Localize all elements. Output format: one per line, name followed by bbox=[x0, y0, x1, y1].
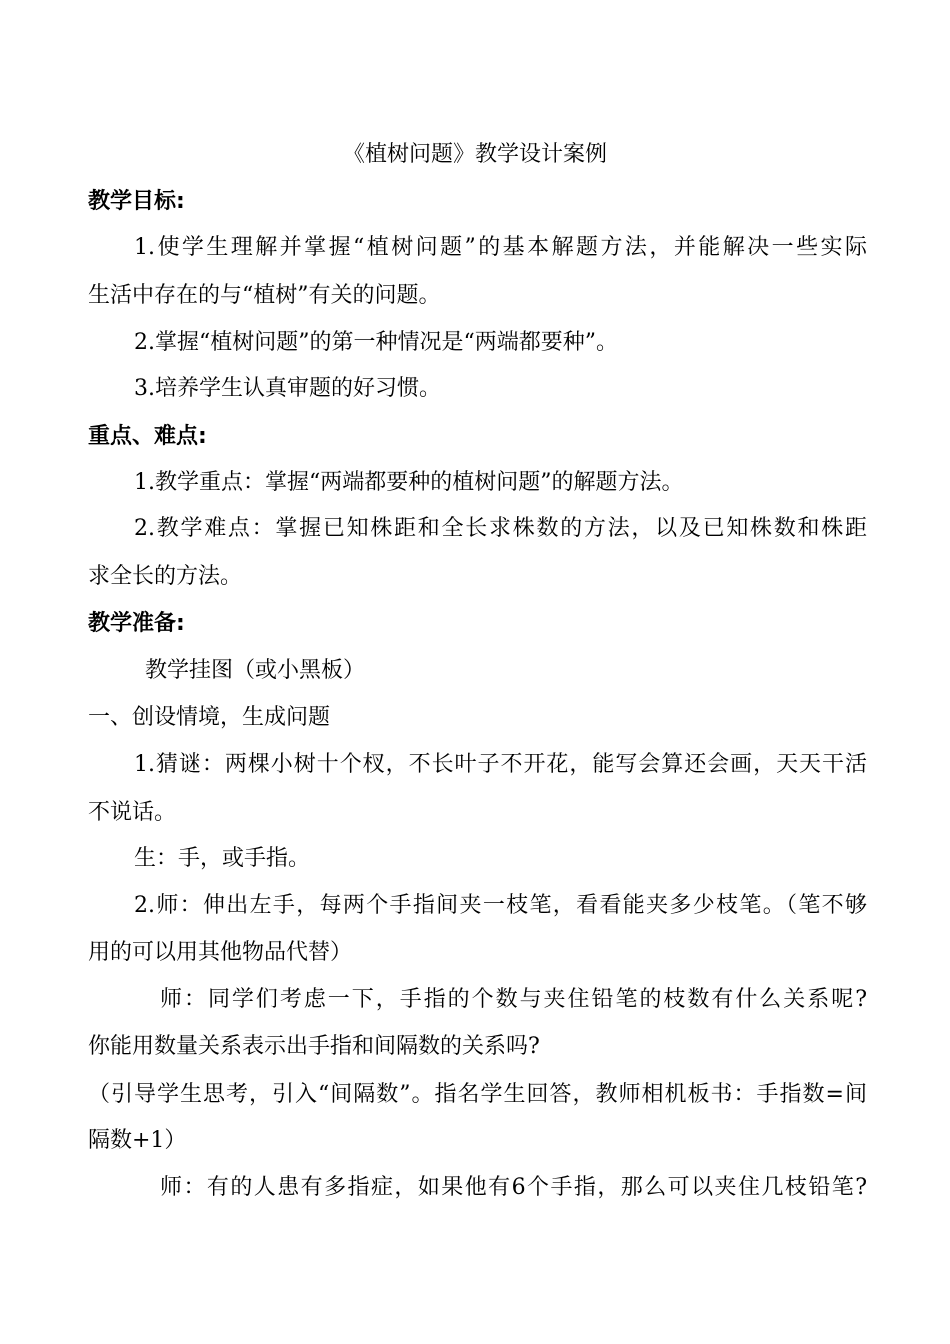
teacher-question-2: 师：有的人患有多指症，如果他有6个手指，那么可以夹住几枝铅笔? bbox=[160, 1175, 867, 1200]
preparation-text: 教学挂图（或小黑板） bbox=[145, 658, 366, 683]
step-2-line-1: 2.师：伸出左手，每两个手指间夹一枝笔，看看能夹多少枝笔。（笔不够 bbox=[134, 893, 867, 918]
teacher-question-line-1: 师：同学们考虑一下，手指的个数与夹住铅笔的枝数有什么关系呢? bbox=[160, 987, 867, 1012]
objective-1-line-2: 生活中存在的与“植树”有关的问题。 bbox=[88, 283, 441, 308]
key-points-heading: 重点、难点: bbox=[88, 424, 207, 449]
guide-line-2: 隔数+1） bbox=[88, 1128, 187, 1153]
objective-1-line-1: 1.使学生理解并掌握“植树问题”的基本解题方法，并能解决一些实际 bbox=[134, 235, 867, 260]
section-1-heading: 一、创设情境，生成问题 bbox=[88, 705, 331, 730]
objective-2: 2.掌握“植树问题”的第一种情况是“两端都要种”。 bbox=[134, 330, 618, 355]
key-point-2-line-1: 2.教学难点：掌握已知株距和全长求株数的方法，以及已知株数和株距 bbox=[134, 516, 867, 541]
teacher-question-line-2: 你能用数量关系表示出手指和间隔数的关系吗? bbox=[88, 1034, 540, 1059]
key-point-2-line-2: 求全长的方法。 bbox=[88, 564, 243, 589]
objective-3: 3.培养学生认真审题的好习惯。 bbox=[134, 376, 441, 401]
student-answer: 生：手，或手指。 bbox=[134, 846, 311, 871]
riddle-line-1: 1.猜谜：两棵小树十个杈，不长叶子不开花，能写会算还会画，天天干活 bbox=[134, 752, 867, 777]
guide-line-1: （引导学生思考，引入“间隔数”。指名学生回答，教师相机板书：手指数=间 bbox=[88, 1082, 867, 1107]
document-title: 《植树问题》教学设计案例 bbox=[342, 142, 607, 167]
step-2-line-2: 用的可以用其他物品代替） bbox=[88, 940, 353, 965]
objectives-heading: 教学目标: bbox=[88, 189, 185, 214]
key-point-1: 1.教学重点：掌握“两端都要种的植树问题”的解题方法。 bbox=[134, 470, 684, 495]
preparation-heading: 教学准备: bbox=[88, 611, 185, 636]
riddle-line-2: 不说话。 bbox=[88, 800, 177, 825]
